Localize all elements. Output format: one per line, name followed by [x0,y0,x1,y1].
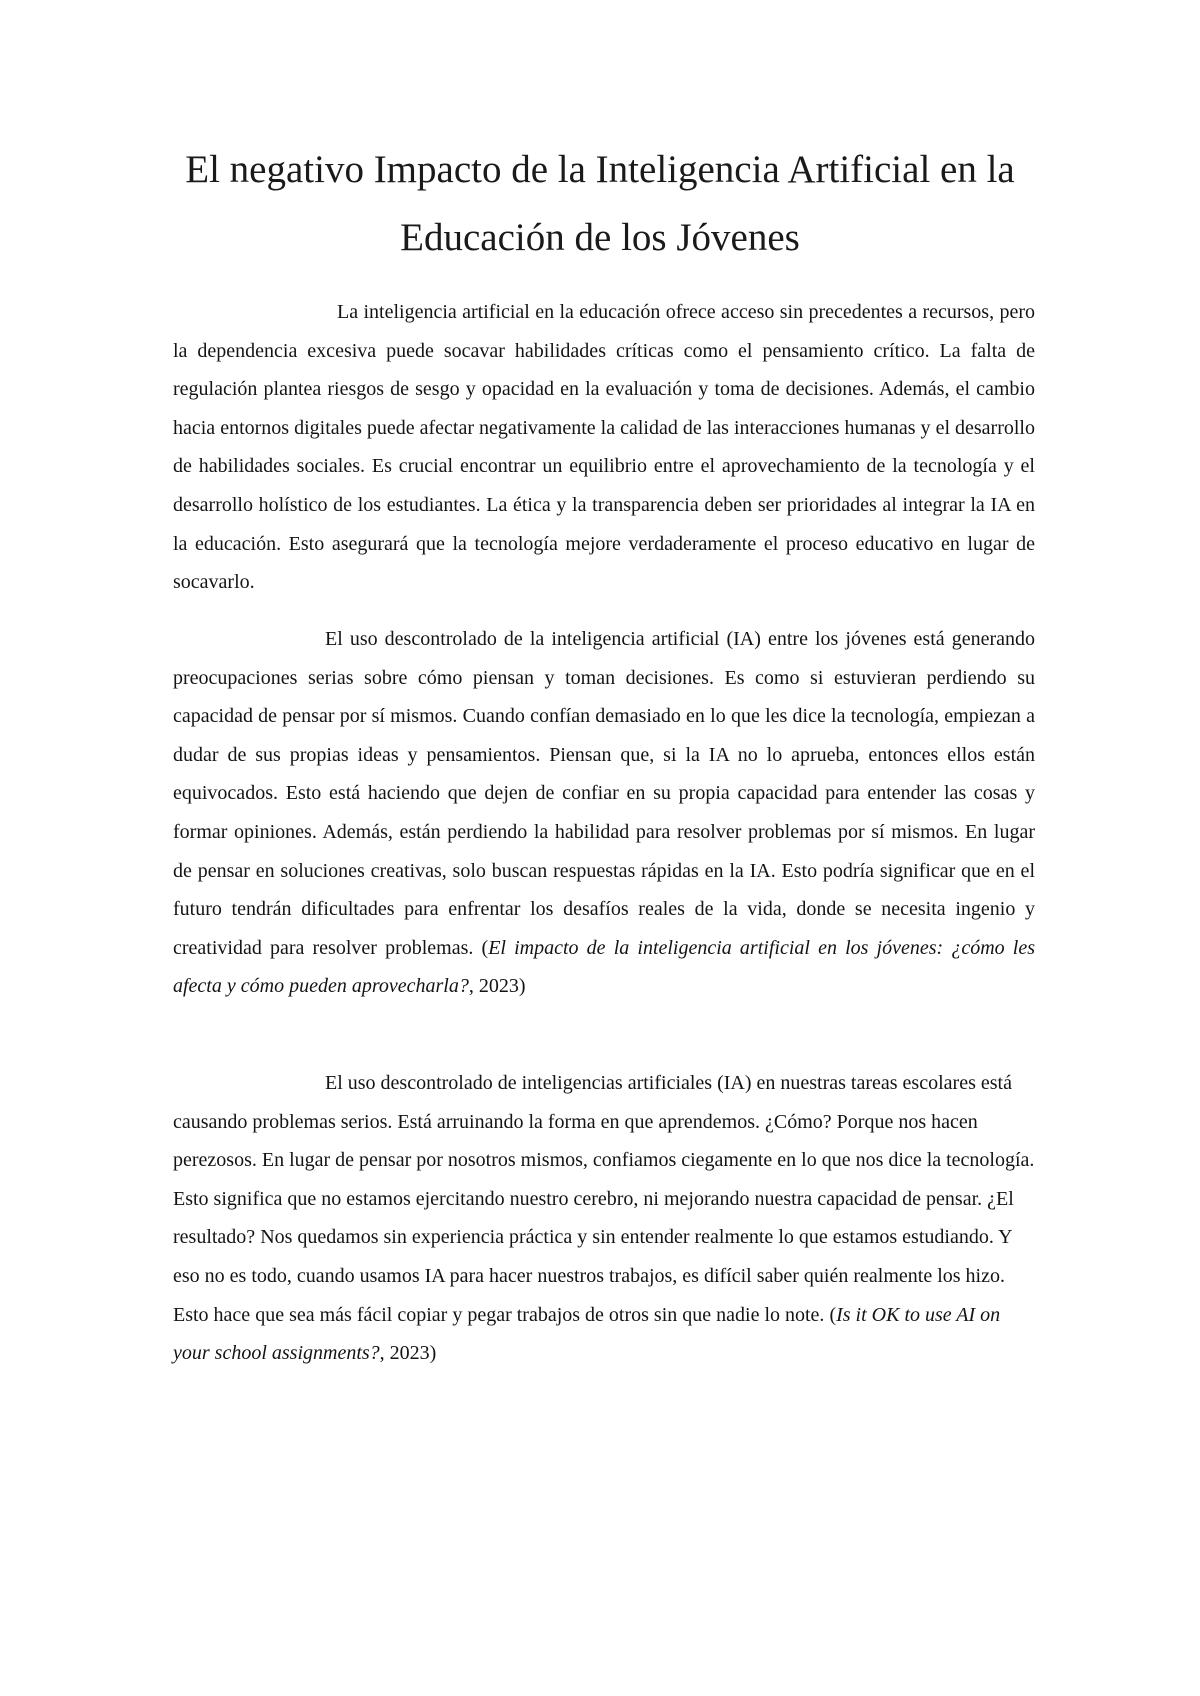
citation-title: El impacto de la inteligencia artificial en los jóvenes: ¿cómo les afecta y cómo pueden aprovecharla? [173,936,1035,998]
paragraph-1-text: La inteligencia artificial en la educación ofrece acceso sin precedentes a recursos, pero la dependencia excesiva puede socavar habilidades críticas como el pensamiento crítico. La falta de regulación plantea riesgos de sesgo y opacidad en la evaluación y toma de decisiones. Además, el cambio hacia entornos digitales puede afectar negativamente la calidad de las interacciones humanas y el desarrollo de habilidades sociales. Es crucial encontrar un equilibrio entre el aprovechamiento de la tecnología y el desarrollo holístico de los estudiantes. La ética y la transparencia deben ser prioridades al integrar la IA en la educación. Esto asegurará que la tecnología mejore verdaderamente el proceso educativo en lugar de socavarlo. [173,301,1035,594]
paragraph-3-text: El uso descontrolado de inteligencias artificiales (IA) en nuestras tareas escolares está causando problemas serios. Está arruinando la forma en que aprendemos. ¿Cómo? Porque nos hacen perezosos. En lugar de pensar por nosotros mismos, confiamos ciegamente en lo que nos dice la tecnología. Esto significa que no estamos ejercitando nuestro cerebro, ni mejorando nuestra capacidad de pensar. ¿El resultado? Nos quedamos sin experiencia práctica y sin entender realmente lo que estamos estudiando. Y eso no es todo, cuando usamos IA para hacer nuestros trabajos, es difícil saber quién realmente los hizo. Esto hace que sea más fácil copiar y pegar trabajos de otros sin que nadie lo note. [173,1072,1035,1326]
paragraph-1 [173,293,1035,602]
citation-open: ( [481,936,489,959]
citation-year: , 2023) [468,975,526,998]
citation-open: ( [829,1303,837,1326]
document-title: El negativo Impacto de la Inteligencia Artificial en la Educación de los Jóvenes [185,148,1015,259]
citation-year: , 2023) [379,1342,437,1365]
paragraph-3 [173,1064,1035,1373]
paragraph-2 [173,620,1035,1006]
citation-title: Is it OK to use AI on your school assignments? [173,1303,1001,1365]
paragraph-2-text: El uso descontrolado de la inteligencia artificial (IA) entre los jóvenes está generando preocupaciones serias sobre cómo piensan y toman decisiones. Es como si estuvieran perdiendo su capacidad de pensar por sí mismos. Cuando confían demasiado en lo que les dice la tecnología, empiezan a dudar de sus propias ideas y pensamientos. Piensan que, si la IA no lo aprueba, entonces ellos están equivocados. Esto está haciendo que dejen de confiar en su propia capacidad para entender las cosas y formar opiniones. Además, están perdiendo la habilidad para resolver problemas por sí mismos. En lugar de pensar en soluciones creativas, solo buscan respuestas rápidas en la IA. Esto podría significar que en el futuro tendrán dificultades para enfrentar los desafíos reales de la vida, donde se necesita ingenio y creatividad para resolver problemas. [173,628,1035,959]
